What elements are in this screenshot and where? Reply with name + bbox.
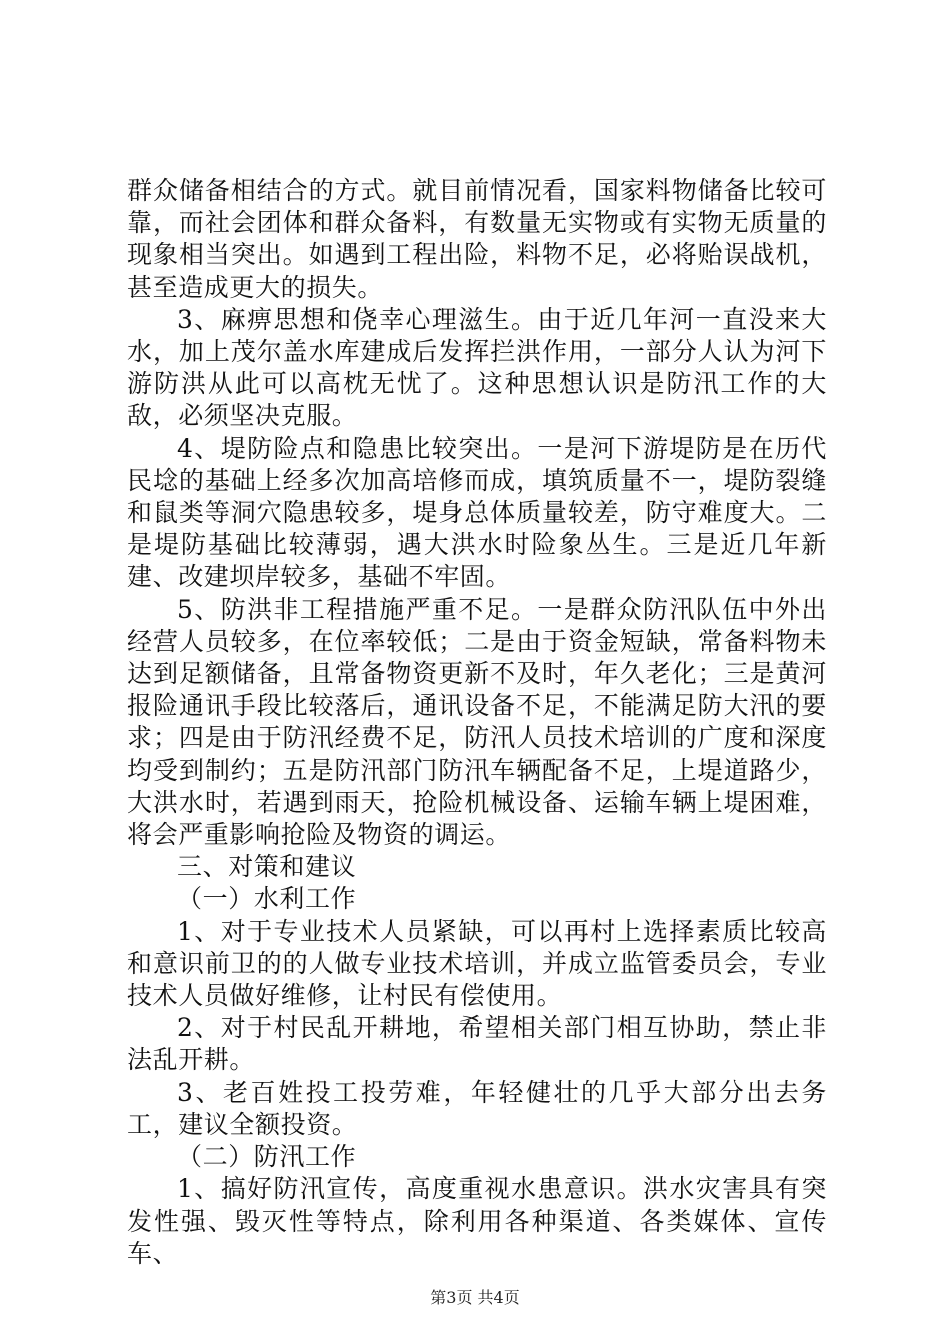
- subsection-heading-flood-control: （二）防汛工作: [177, 1142, 357, 1172]
- paragraph-item-3: 3、麻痹思想和侥幸心理滋生。由于近几年河一直没来大水，加上茂尔盖水库建成后发挥拦洪作用，一部分人认为河下游防洪从此可以高枕无忧了。这种思想认识是防汛工作的大敌，必须坚决克服。: [127, 304, 827, 431]
- document-body: [127, 175, 827, 1270]
- paragraph-water-item-2: 2、对于村民乱开耕地，希望相关部门相互协助，禁止非法乱开耕。: [127, 1013, 827, 1075]
- paragraph-item-5: 5、防洪非工程措施严重不足。一是群众防汛队伍中外出经营人员较多，在位率较低；二是由于资金短缺，常备料物未达到足额储备，且常备物资更新不及时，年久老化；三是黄河报险通讯手段比较落后，通讯设备不足，不能满足防大汛的要求；四是由于防汛经费不足，防汛人员技术培训的广度和深度均受到制约；五是防汛部门防汛车辆配备不足，上堤道路少，大洪水时，若遇到雨天，抢险机械设备、运输车辆上堤困难，将会严重影响抢险及物资的调运。: [127, 594, 827, 850]
- paragraph-item-4: 4、堤防险点和隐患比较突出。一是河下游堤防是在历代民埝的基础上经多次加高培修而成，填筑质量不一，堤防裂缝和鼠类等洞穴隐患较多，堤身总体质量较差，防守难度大。二是堤防基础比较薄弱，遇大洪水时险象丛生。三是近几年新建、改建坝岸较多，基础不牢固。: [127, 433, 827, 592]
- subsection-heading-water-conservancy: （一）水利工作: [177, 884, 357, 914]
- paragraph-flood-item-1: 1、搞好防汛宣传，高度重视水患意识。洪水灾害具有突发性强、毁灭性等特点，除利用各种渠道、各类媒体、宣传车、: [127, 1174, 827, 1268]
- section-heading-countermeasures: 三、对策和建议: [177, 852, 357, 882]
- paragraph-water-item-3: 3、老百姓投工投劳难，年轻健壮的几乎大部分出去务工，建议全额投资。: [127, 1077, 827, 1139]
- paragraph-water-item-1: 1、对于专业技术人员紧缺，可以再村上选择素质比较高和意识前卫的的人做专业技术培训，并成立监管委员会，专业技术人员做好维修，让村民有偿使用。: [127, 916, 827, 1011]
- paragraph-continuation: 群众储备相结合的方式。就目前情况看，国家料物储备比较可靠，而社会团体和群众备料，有数量无实物或有实物无质量的现象相当突出。如遇到工程出险，料物不足，必将贻误战机，甚至造成更大的损失。: [127, 176, 827, 302]
- page-number-footer: 第3页 共4页: [430, 1288, 520, 1307]
